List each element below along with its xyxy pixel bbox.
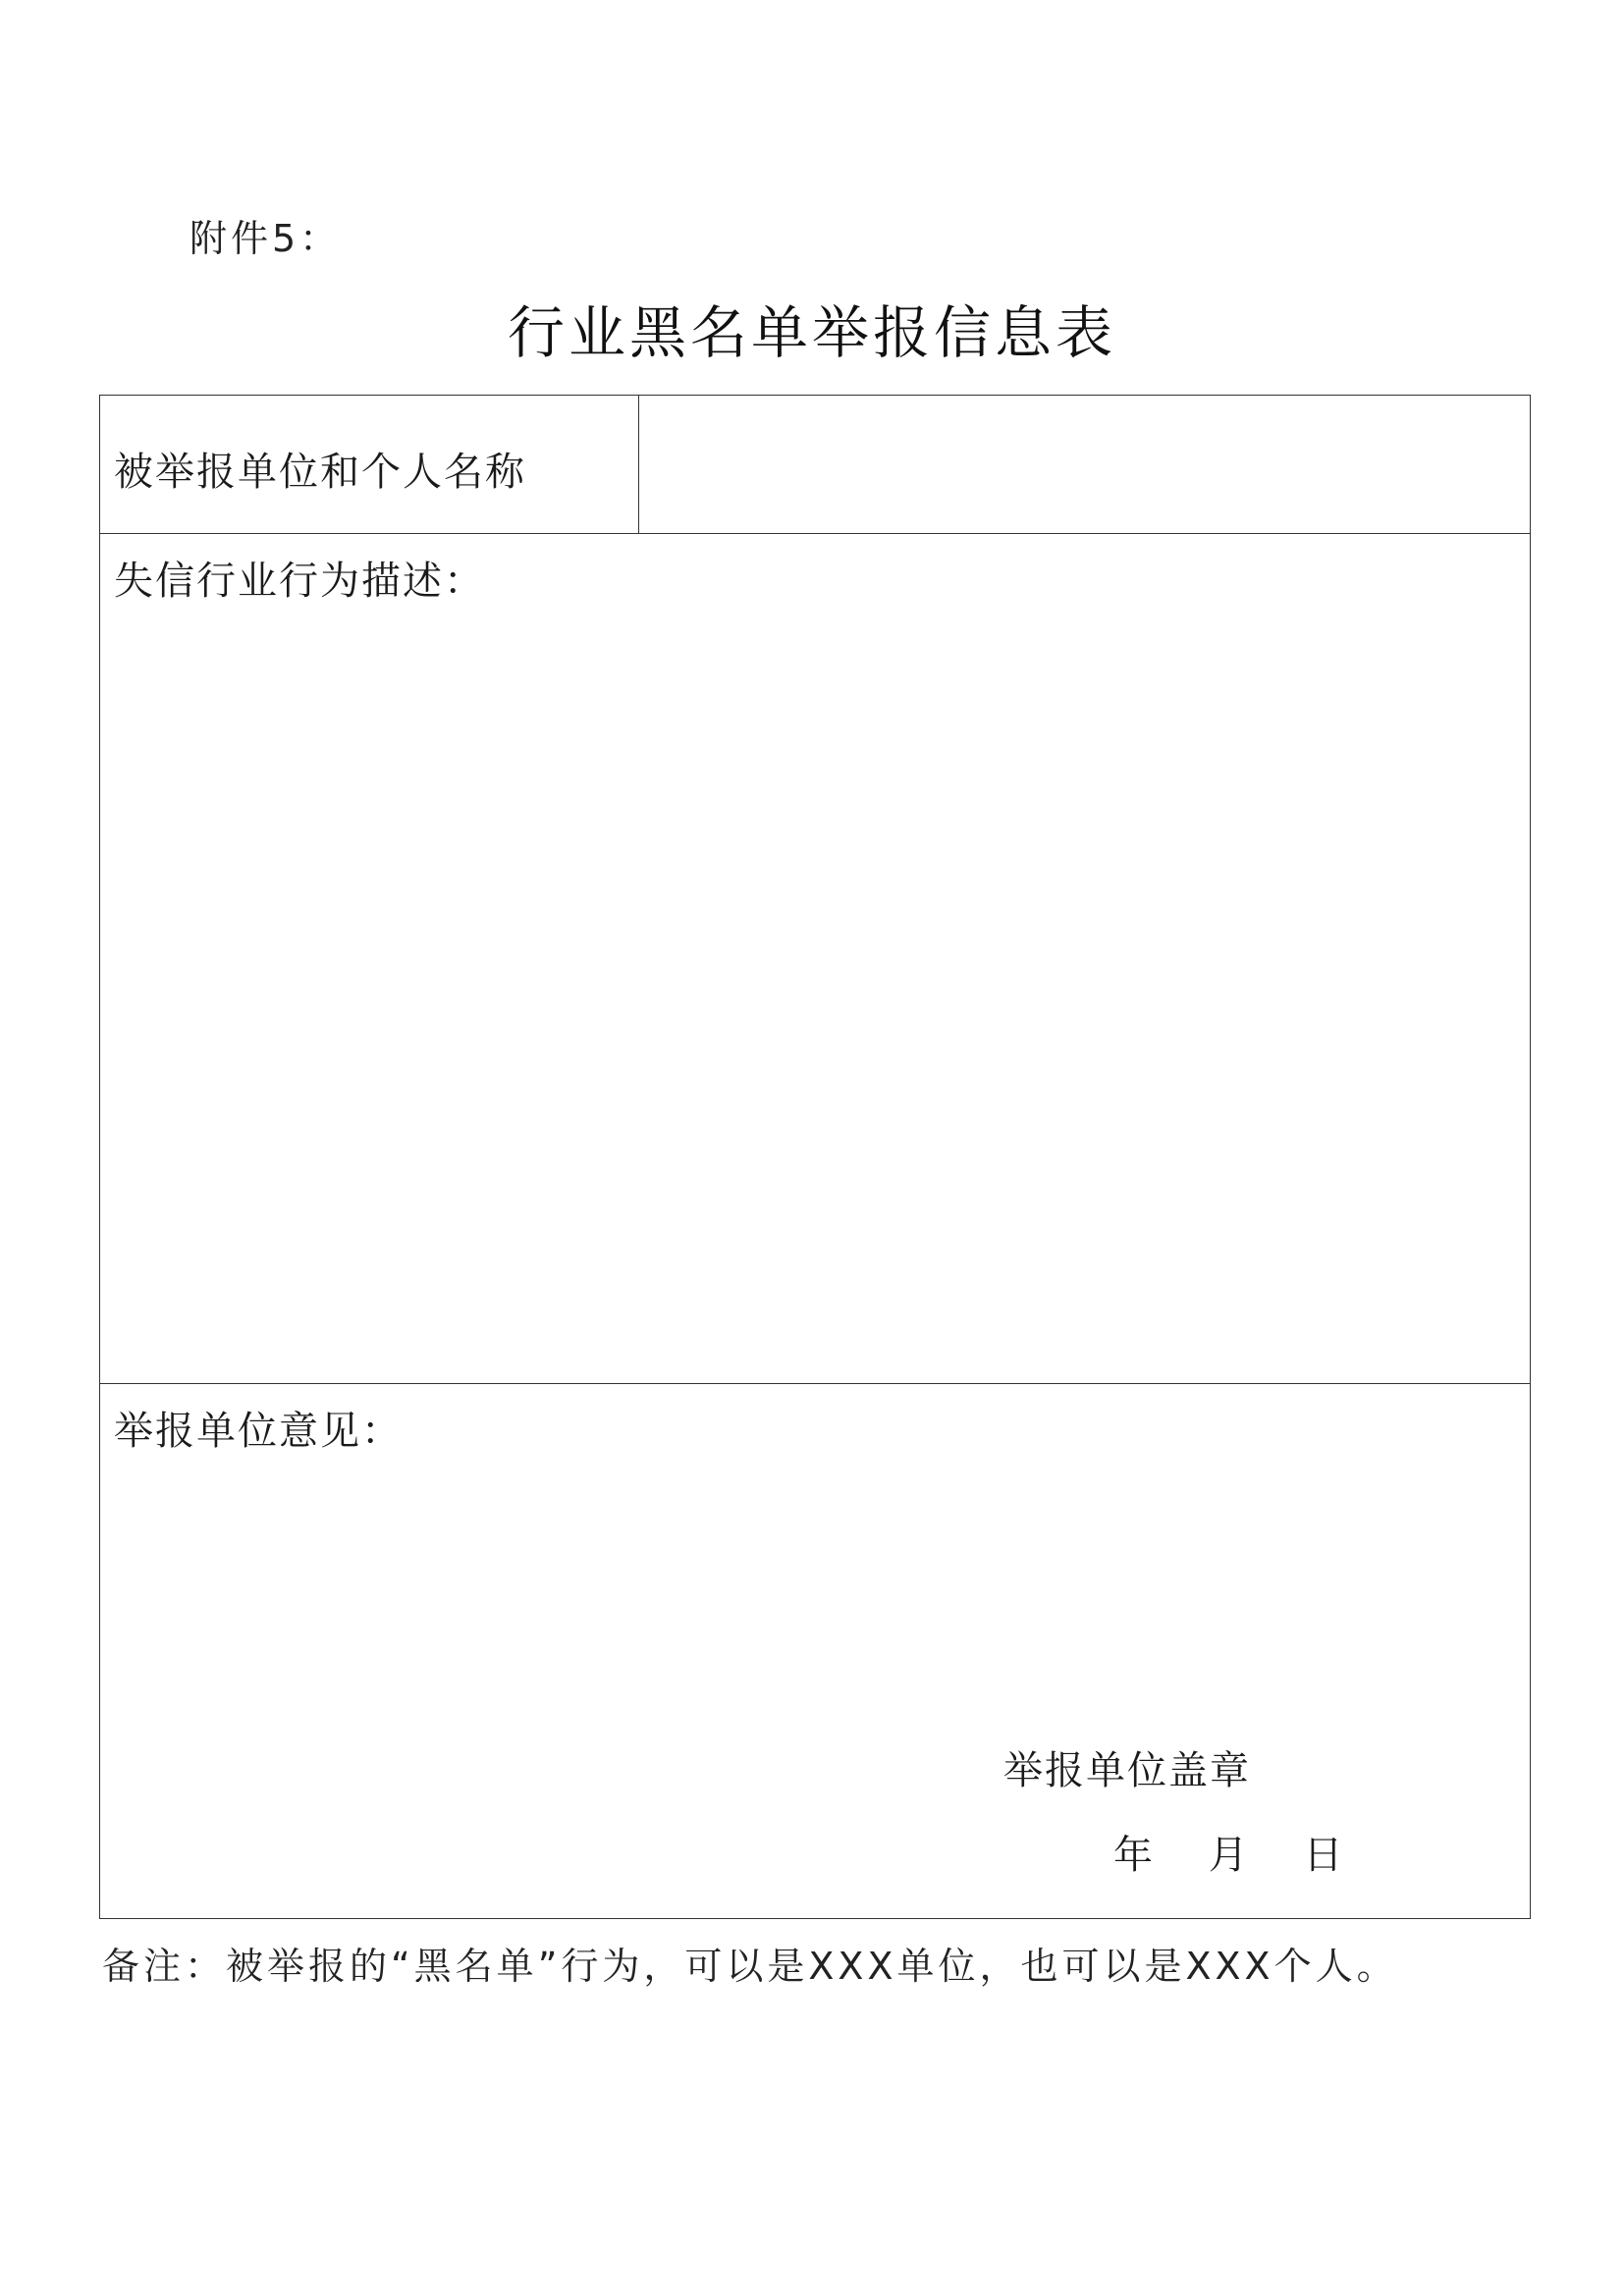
reporter-stamp-label: 举报单位盖章 [1003, 1748, 1251, 1793]
reporter-opinion-row [100, 1384, 1530, 1918]
annex-label: 附件5： [189, 217, 342, 260]
misconduct-description-row [100, 534, 1530, 1384]
report-form-table [99, 395, 1531, 1919]
reported-entity-label-cell [100, 396, 639, 533]
date-line [1113, 1824, 1342, 1880]
reported-entity-label: 被举报单位和个人名称 [114, 450, 526, 495]
date-month-label: 月 [1208, 1833, 1248, 1878]
document-title: 行业黑名单举报信息表 [507, 299, 1116, 366]
reported-entity-row [100, 396, 1530, 534]
misconduct-description-label: 失信行业行为描述： [114, 559, 485, 604]
footnote: 备注：被举报的“黑名单”行为，可以是XXX单位，也可以是XXX个人。 [102, 1945, 1398, 1988]
reported-entity-value-cell [639, 396, 1530, 533]
reporter-opinion-label: 举报单位意见： [114, 1409, 403, 1454]
date-year-label: 年 [1113, 1833, 1153, 1878]
date-day-label: 日 [1303, 1833, 1343, 1878]
